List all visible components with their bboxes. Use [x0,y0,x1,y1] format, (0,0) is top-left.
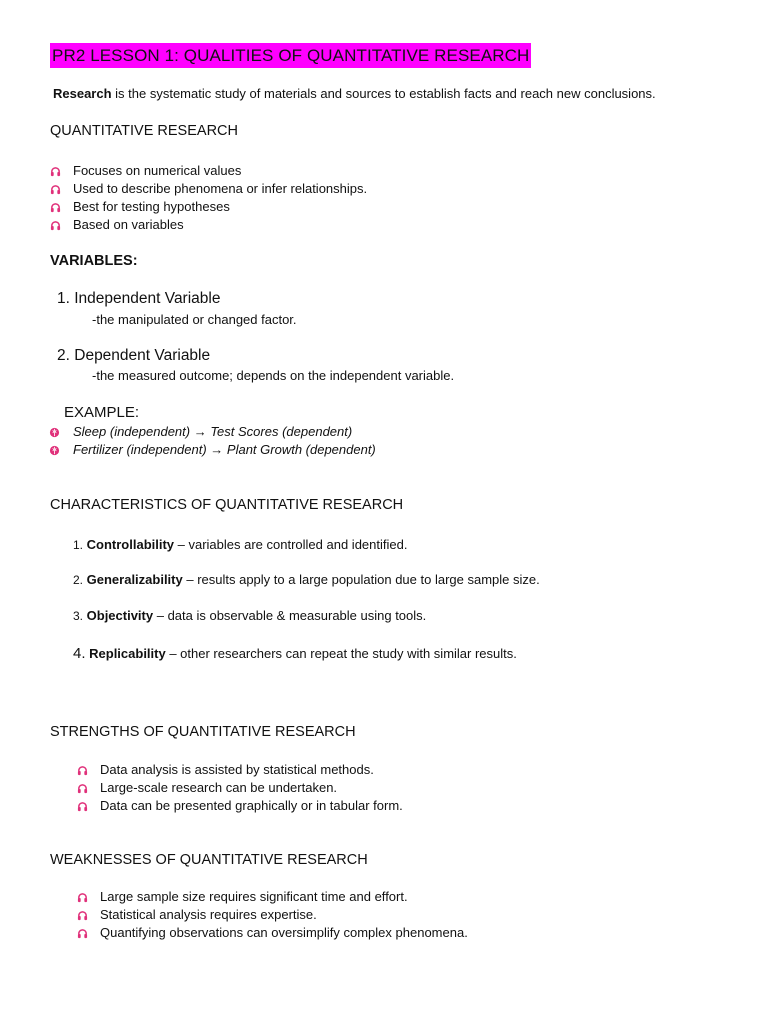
characteristic-text: – variables are controlled and identified. [174,537,408,552]
characteristic-number: 2. [73,573,84,587]
headphones-icon [50,202,61,213]
list-item-text: Best for testing hypotheses [73,199,230,214]
headphones-icon [77,910,88,921]
variable-title-dependent [57,347,210,365]
brain-icon [49,445,60,456]
example-text: Fertilizer (independent) → Plant Growth (dependent) [73,442,376,457]
characteristic-item [73,645,517,662]
variable-name: Independent Variable [74,290,221,307]
characteristic-number: 1. [73,538,84,552]
list-item-text: Large sample size requires significant time and effort. [100,889,408,904]
list-item-text: Data can be presented graphically or in tabular form. [100,798,403,813]
list-item-text: Focuses on numerical values [73,163,242,178]
variable-title-independent [57,290,220,308]
characteristic-term: Controllability [86,537,175,552]
headphones-icon [50,184,61,195]
characteristic-number: 4. [73,645,86,662]
characteristic-item [73,537,407,552]
characteristics-heading: CHARACTERISTICS OF QUANTITATIVE RESEARCH [50,497,404,513]
characteristic-item [73,572,540,587]
variable-number: 1. [57,290,70,307]
headphones-icon [50,166,61,177]
characteristic-text: – results apply to a large population due to large sample size. [182,572,540,587]
characteristic-text: – data is observable & measurable using tools. [153,608,427,623]
intro-paragraph [53,86,656,101]
headphones-icon [77,801,88,812]
list-item-text: Statistical analysis requires expertise. [100,907,317,922]
weaknesses-heading: WEAKNESSES OF QUANTITATIVE RESEARCH [50,852,368,868]
characteristic-term: Objectivity [86,608,154,623]
characteristic-term: Replicability [89,646,166,661]
headphones-icon [77,892,88,903]
intro-term: Research [53,86,112,101]
page-title: PR2 LESSON 1: QUALITIES OF QUANTITATIVE RESEARCH [50,43,531,68]
characteristic-term: Generalizability [86,572,183,587]
variable-description: -the manipulated or changed factor. [92,312,297,327]
list-item-text: Data analysis is assisted by statistical methods. [100,762,374,777]
characteristic-item [73,608,426,623]
strengths-heading: STRENGTHS OF QUANTITATIVE RESEARCH [50,724,356,740]
quantitative-heading: QUANTITATIVE RESEARCH [50,123,238,139]
variables-heading: VARIABLES: [50,253,138,269]
brain-icon [49,427,60,438]
list-item-text: Used to describe phenomena or infer relationships. [73,181,368,196]
headphones-icon [77,783,88,794]
list-item-text: Quantifying observations can oversimplify complex phenomena. [100,925,468,940]
intro-definition: is the systematic study of materials and sources to establish facts and reach new conclusions. [111,86,656,101]
characteristic-number: 3. [73,609,84,623]
headphones-icon [50,220,61,231]
variable-number: 2. [57,347,70,364]
headphones-icon [77,765,88,776]
variable-description: -the measured outcome; depends on the independent variable. [92,368,455,383]
example-text: Sleep (independent) → Test Scores (dependent) [73,424,353,439]
characteristic-text: – other researchers can repeat the study with similar results. [165,646,517,661]
list-item-text: Based on variables [73,217,184,232]
list-item-text: Large-scale research can be undertaken. [100,780,338,795]
headphones-icon [77,928,88,939]
example-heading: EXAMPLE: [64,404,140,421]
variable-name: Dependent Variable [74,347,211,364]
